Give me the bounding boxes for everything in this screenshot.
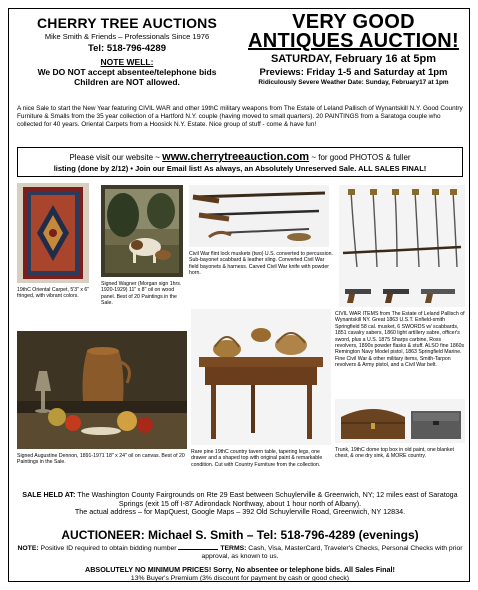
carpet-caption: 19thC Oriental Carpet, 5'3" x 6" fringed, with vibrant colors. (17, 287, 90, 300)
still-life-painting-photo (17, 331, 187, 449)
muskets-caption: Civil War flint lock muskets (two) U.S. converted to percussion. Sub-bayonet scabbard & leather sling. Converted Civil War field bayonets & harness. Carved Civil War knife with powder horn. (189, 251, 333, 277)
note-well-title: NOTE WELL: (100, 57, 154, 67)
sale-location (15, 491, 465, 517)
preview-times: Previews: Friday 1-5 and Saturday at 1pm (259, 67, 448, 78)
auctioneer-line: AUCTIONEER: Michael S. Smith – Tel: 518-796-4289 (evenings) (61, 528, 419, 542)
sale-held-label: SALE HELD AT: (22, 490, 76, 499)
bidding-number-blank (178, 549, 218, 550)
weather-date: Ridiculously Severe Weather Date: Sunday, February17 at 1pm (258, 79, 449, 86)
headline-line-1: VERY GOOD (292, 11, 415, 33)
tavern-table-photo (191, 309, 331, 445)
sale-held-text: The Washington County Fairgrounds on Rte 29 East between Schuylerville & Greenwich, NY; 12 miles east of Saratoga Springs (exit 15 off I-87 Adirondack Northway, about 1 hour north of Albany). (77, 490, 458, 508)
swords-photo (339, 185, 465, 281)
note-terms (15, 545, 465, 561)
company-phone: Tel: 518-796-4289 (88, 43, 166, 54)
note-label: NOTE: (17, 545, 39, 552)
company-name: CHERRY TREE AUCTIONS (36, 15, 218, 31)
oriental-carpet-photo (17, 183, 89, 283)
website-suffix: ~ for good PHOTOS & fuller (311, 153, 411, 162)
dome-top-trunk-photo (335, 399, 465, 443)
auction-flyer (8, 8, 470, 582)
cow-painting-photo (101, 185, 183, 277)
header-right (241, 13, 466, 86)
still-life-caption: Signed Augustine Dennon, 1891-1971 18" x 24" oil on canvas. Best of 20 Paintings in the Sale. (17, 453, 185, 466)
buyers-premium: 13% Buyer's Premium (3% discount for payment by cash or good check) (130, 575, 350, 582)
website-line-1 (18, 151, 462, 163)
civil-war-caption: CIVIL WAR ITEMS from The Estate of Leland Pallisch of Wynantskill NY. Great 1863 U.S.T. Enfield-smith Springfield 58 cal. musket, 6 SWORDS w/ scabbards, 1851 cavalry sabers, 1860 light artillery sabre, officer's sword, plus a U.S. 1875 Sharps carbine, Ross revolvers, 1890s powder flasks & stuff. ALSO fine 1860s Remington Navy Model pistol, 1863 Springfield Marine. Fine Civil War & other military items, Smith-Tarpon revolvers & Army pistol, and a Civil War belt. (335, 311, 465, 369)
website-line-2: listing (done by 2/12) • Join our Email list! As always, an Absolutely Unreserved Sale. ALL SALES FINAL! (53, 164, 427, 173)
note-well-line-1: We DO NOT accept absentee/telephone bids (37, 67, 217, 77)
dome-top-trunk-caption: Trunk, 19thC dome top box in old paint, one blanket chest, & one dry sink, & MORE country. (335, 447, 454, 460)
map-address: The actual address – for MapQuest, Google Maps – 392 Old Schuylerville Road, Greenwich, NY 12834. (74, 507, 406, 517)
revolvers-photo (339, 281, 465, 307)
note-text: Positive ID required to obtain bidding number (40, 545, 177, 552)
note-well-line-2: Children are NOT allowed. (74, 77, 180, 87)
cow-painting-caption: Signed Wagner (Morgan sign 1hrs. 1920-1929) 11" x 8" oil on wood panel. Best of 20 Paintings in the Sale. (101, 281, 182, 307)
intro-paragraph: A nice Sale to start the New Year featuring CIVIL WAR and other 19thC military weapons from The Estate of Leland Pallisch of Wynantskill N.Y. Good Country Furniture & Smalls from the 35 year collection of a Hartford N.Y. couple (having moved to small quarters). 20 PAINTINGS from a Saratoga couple who collected for 40 years. Oriental Carpets from a Hoosick N.Y. Estate. Nice group of stuff - come & have fun! (17, 105, 463, 129)
website-link[interactable]: www.cherrytreeauction.com (162, 151, 310, 163)
header-left (17, 15, 237, 87)
company-tagline: Mike Smith & Friends – Professionals Since 1976 (44, 32, 210, 41)
website-box (17, 147, 463, 177)
headline-line-2: ANTIQUES AUCTION! (247, 30, 460, 52)
terms-text: Cash, Visa, MasterCard, Traveler's Checks, Personal Checks with prior approval, as known to us. (201, 545, 463, 561)
auction-date: SATURDAY, February 16 at 5pm (270, 53, 437, 65)
no-minimum-line: ABSOLUTELY NO MINIMUM PRICES! Sorry, No absentee or telephone bids. All Sales Final! (85, 565, 395, 574)
tavern-table-caption: Rare pine 19thC country tavern table, tapering legs, one drawer and a shaped top with original paint & remarkable condition. Cut with Country Furniture from the collection. (191, 449, 323, 468)
website-prefix: Please visit our website ~ (69, 153, 160, 162)
terms-label: TERMS: (220, 545, 247, 552)
muskets-photo (189, 185, 329, 247)
